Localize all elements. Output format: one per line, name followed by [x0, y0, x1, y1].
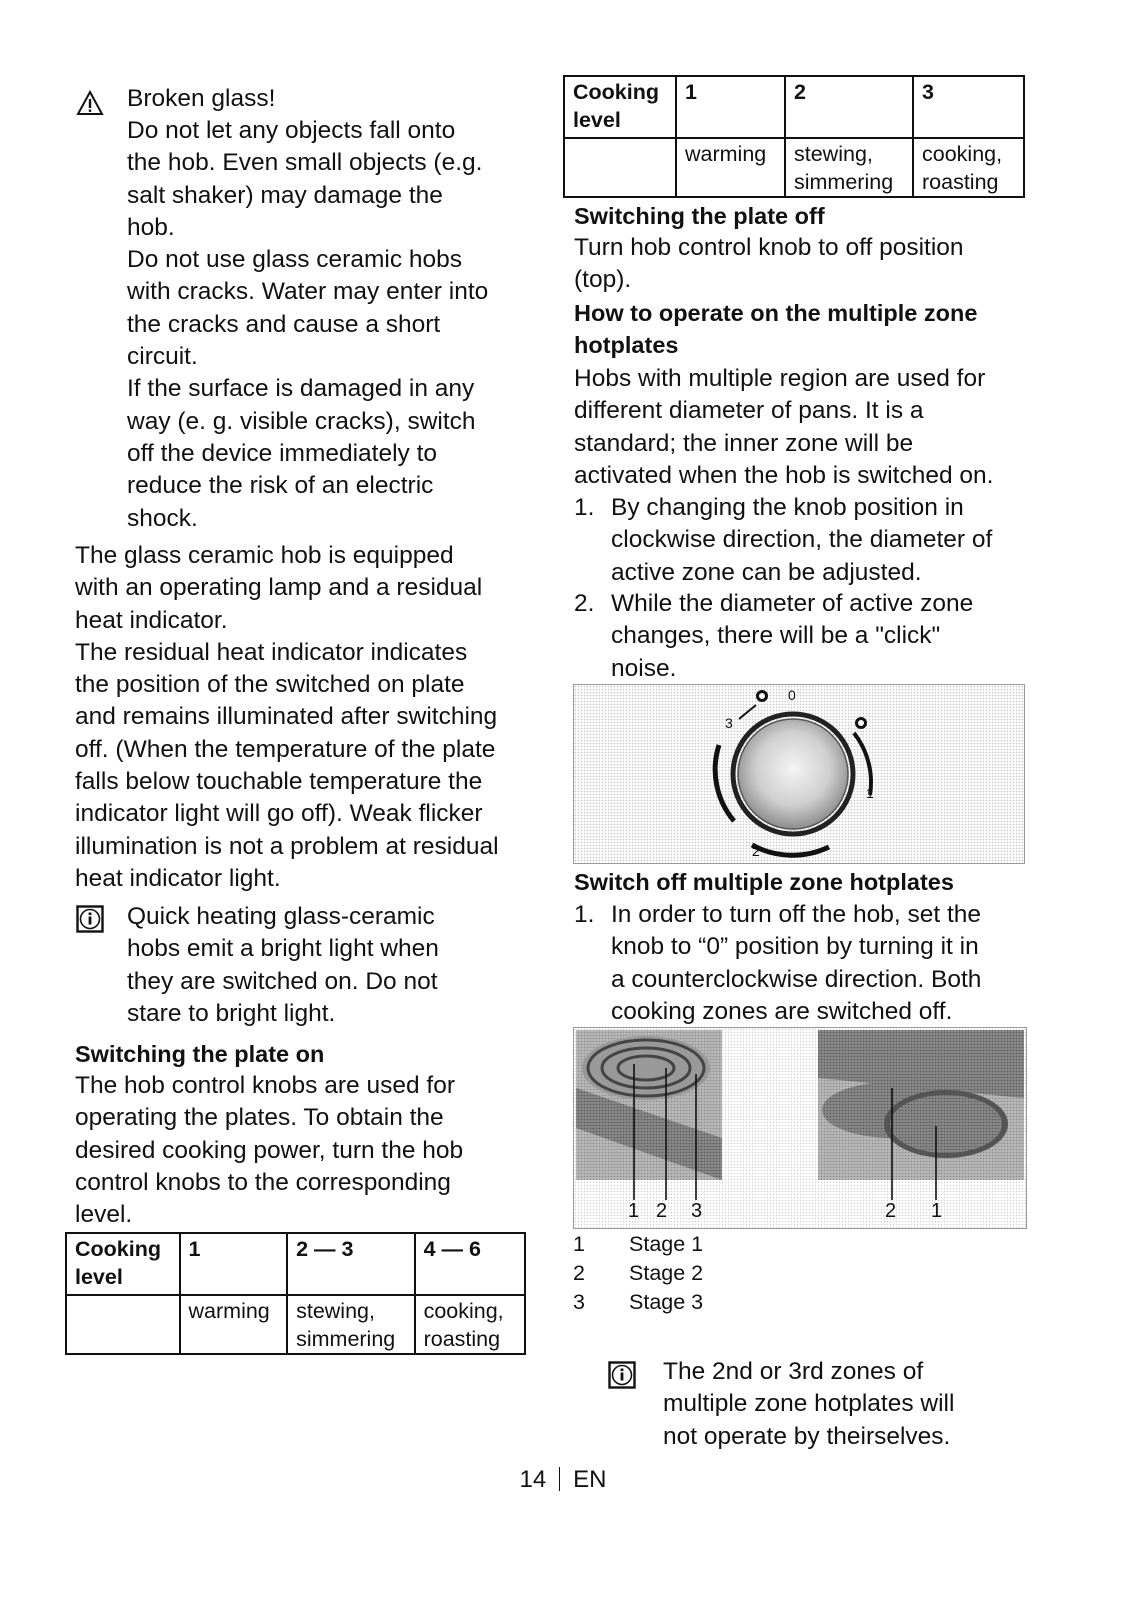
warning-line: shock.	[127, 504, 198, 532]
switch-on-line: desired cooking power, turn the hob	[75, 1136, 464, 1164]
multi-line: standard; the inner zone will be	[574, 429, 914, 457]
stage-label: Stage 3	[629, 1290, 704, 1314]
warning-line: the cracks and cause a short	[127, 310, 441, 338]
cell-line: roasting	[922, 170, 999, 194]
step-text	[611, 899, 981, 1028]
info-icon	[608, 1361, 636, 1389]
cell-line: stewing,	[794, 142, 873, 166]
cooking-label: Cooking	[573, 80, 659, 104]
step-line: By changing the knob position in	[611, 494, 964, 521]
warning-line: hob.	[127, 213, 175, 241]
hob-label: 1	[931, 1200, 943, 1222]
cell-line: cooking,	[922, 142, 1003, 166]
intro-line: heat indicator.	[75, 606, 228, 634]
step-text	[611, 588, 973, 685]
stage-number: 2	[573, 1261, 585, 1285]
cell-line: simmering	[296, 1327, 396, 1351]
table-cell	[564, 138, 676, 197]
stage-number: 1	[573, 1232, 585, 1256]
hob-illustration	[574, 1028, 1026, 1228]
cooking-level-table-right	[563, 75, 1025, 198]
table-header-cell: 2 — 3	[287, 1233, 414, 1295]
info-line: multiple zone hotplates will	[663, 1390, 955, 1418]
table-row	[66, 1295, 525, 1354]
step-line: While the diameter of active zone	[611, 590, 974, 617]
knob-label-2: 2	[752, 843, 760, 859]
level-label: level	[75, 1265, 123, 1289]
warning-title: Broken glass!	[127, 85, 276, 112]
language-code: EN	[573, 1466, 607, 1493]
stage-label: Stage 1	[629, 1232, 704, 1256]
warning-line: Do not use glass ceramic hobs	[127, 246, 462, 274]
table-header-cell: 4 — 6	[415, 1233, 525, 1295]
table-cell	[287, 1295, 414, 1354]
multi-heading	[574, 297, 977, 362]
intro-line: The residual heat indicator indicates	[75, 638, 468, 666]
intro-line: off. (When the temperature of the plate	[75, 735, 496, 763]
cell-line: simmering	[794, 170, 894, 194]
warning-text	[127, 115, 488, 535]
step-line: active zone can be adjusted.	[611, 558, 922, 586]
table-cell: warming	[676, 138, 785, 197]
step-line: a counterclockwise direction. Both	[611, 965, 982, 993]
intro-line: falls below touchable temperature the	[75, 768, 483, 796]
info-line: hobs emit a bright light when	[127, 935, 439, 963]
footer-separator	[559, 1467, 561, 1491]
info-line: they are switched on. Do not	[127, 967, 438, 995]
table-header-cell	[66, 1233, 180, 1295]
switch-off-heading: Switching the plate off	[574, 203, 825, 229]
cooking-level-table-left	[65, 1232, 526, 1355]
switch-off-line: (top).	[574, 266, 632, 294]
warning-line: off the device immediately to	[127, 439, 438, 467]
cell-line: stewing,	[296, 1299, 375, 1323]
table-cell	[913, 138, 1024, 197]
step-line: clockwise direction, the diameter of	[611, 526, 993, 554]
intro-line: The glass ceramic hob is equipped	[75, 542, 454, 569]
info-line: The 2nd or 3rd zones of	[663, 1358, 924, 1385]
page-footer	[0, 1465, 1126, 1495]
step-line: noise.	[611, 654, 677, 682]
multi-heading-line: How to operate on the multiple zone	[574, 300, 978, 326]
cooking-label: Cooking	[75, 1237, 161, 1261]
stage-label: Stage 2	[629, 1261, 704, 1285]
info-icon	[76, 905, 104, 933]
intro-text	[75, 540, 499, 895]
switch-off-multi-heading: Switch off multiple zone hotplates	[574, 869, 954, 895]
hob-label: 1	[628, 1200, 640, 1222]
warning-line: If the surface is damaged in any	[127, 375, 475, 403]
table-header-cell: 1	[180, 1233, 288, 1295]
table-cell	[415, 1295, 525, 1354]
step-text	[611, 492, 992, 589]
knob-figure	[573, 684, 1025, 864]
hob-label: 3	[691, 1200, 703, 1222]
switch-on-line: The hob control knobs are used for	[75, 1072, 455, 1099]
step-line: knob to “0” position by turning it in	[611, 933, 979, 961]
table-cell	[785, 138, 913, 197]
multi-line: activated when the hob is switched on.	[574, 461, 994, 489]
step-line: changes, there will be a "click"	[611, 622, 941, 650]
multi-line: Hobs with multiple region are used for	[574, 365, 986, 392]
hob-label: 2	[885, 1200, 897, 1222]
cell-line: roasting	[423, 1327, 501, 1351]
warning-line: circuit.	[127, 343, 198, 371]
table-header-cell: 2	[785, 76, 913, 138]
intro-line: the position of the switched on plate	[75, 671, 465, 699]
cell-line: cooking,	[423, 1299, 504, 1323]
info-line: Quick heating glass-ceramic	[127, 903, 435, 930]
switch-off-text	[574, 232, 964, 297]
step-line: cooking zones are switched off.	[611, 997, 953, 1025]
intro-line: indicator light will go off). Weak flicker	[75, 800, 483, 828]
intro-line: heat indicator light.	[75, 864, 281, 892]
table-header-cell: 1	[676, 76, 785, 138]
switch-on-line: operating the plates. To obtain the	[75, 1104, 444, 1132]
warning-triangle-icon	[76, 90, 104, 116]
switch-on-heading: Switching the plate on	[75, 1041, 325, 1067]
info-text	[127, 901, 439, 1030]
multi-heading-line: hotplates	[574, 332, 679, 359]
switch-on-text	[75, 1070, 463, 1231]
multi-line: different diameter of pans. It is a	[574, 397, 924, 425]
step-number: 1.	[574, 494, 595, 521]
info-text	[663, 1356, 954, 1453]
step-number: 2.	[574, 590, 595, 617]
warning-line: reduce the risk of an electric	[127, 472, 434, 500]
step-line: In order to turn off the hob, set the	[611, 901, 982, 928]
switch-on-line: level.	[75, 1201, 133, 1229]
switch-on-line: control knobs to the corresponding	[75, 1168, 451, 1196]
switch-off-line: Turn hob control knob to off position	[574, 234, 964, 261]
warning-line: the hob. Even small objects (e.g.	[127, 149, 483, 177]
warning-line: salt shaker) may damage the	[127, 181, 443, 209]
multi-text	[574, 363, 993, 492]
table-header-cell: 3	[913, 76, 1024, 138]
step-number: 1.	[574, 901, 595, 928]
info-line: not operate by theirselves.	[663, 1422, 951, 1450]
table-header-cell	[564, 76, 676, 138]
warning-line: way (e. g. visible cracks), switch	[127, 407, 476, 435]
hob-label: 2	[656, 1200, 668, 1222]
info-line: stare to bright light.	[127, 999, 336, 1027]
knob-label-0: 0	[788, 687, 796, 703]
hob-figure	[573, 1027, 1027, 1229]
table-cell	[66, 1295, 180, 1354]
page-number: 14	[519, 1466, 547, 1493]
intro-line: and remains illuminated after switching	[75, 703, 498, 731]
table-header-row	[66, 1233, 525, 1295]
knob-label-3: 3	[725, 715, 733, 731]
table-header-row	[564, 76, 1024, 138]
table-cell: warming	[180, 1295, 288, 1354]
knob-label-1: 1	[866, 785, 874, 801]
warning-line: Do not let any objects fall onto	[127, 117, 456, 144]
stage-number: 3	[573, 1290, 585, 1314]
level-label: level	[573, 108, 621, 132]
intro-line: illumination is not a problem at residual	[75, 832, 499, 860]
warning-line: with cracks. Water may enter into	[127, 278, 489, 306]
intro-line: with an operating lamp and a residual	[75, 574, 483, 602]
knob-illustration	[574, 685, 1024, 863]
table-row	[564, 138, 1024, 197]
